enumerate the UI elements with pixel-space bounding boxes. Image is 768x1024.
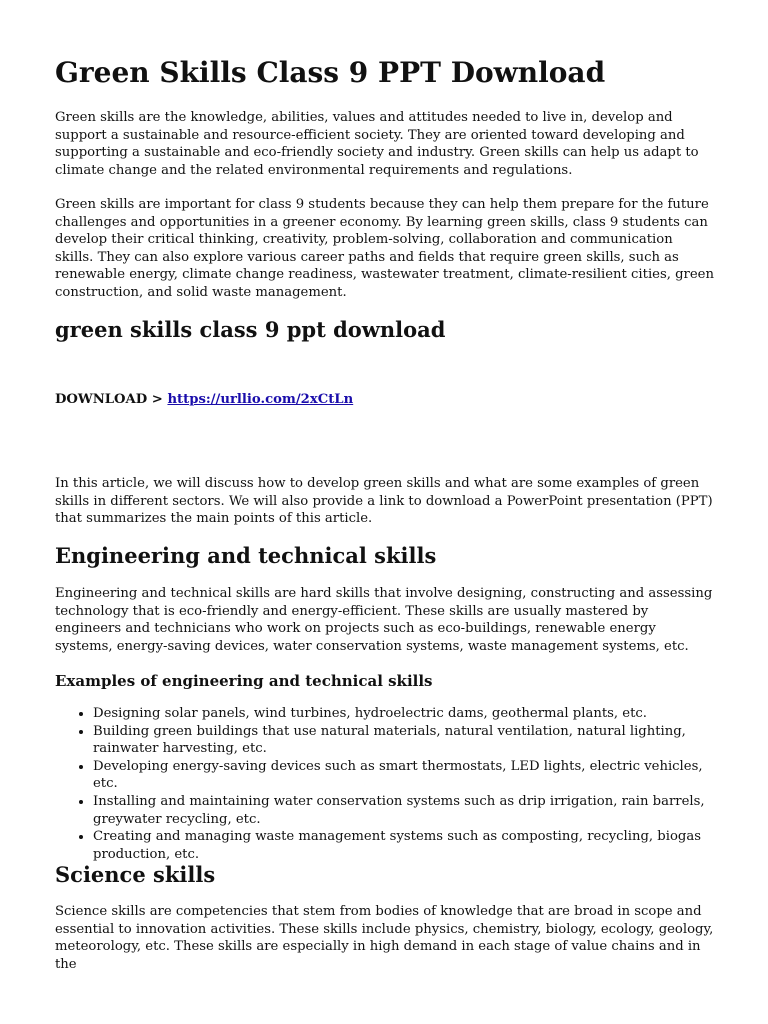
engineering-heading: Engineering and technical skills [55,543,437,568]
download-link[interactable]: https://urllio.com/2xCtLn [167,392,354,407]
list-item: • Developing energy-saving devices such as smart thermostats, LED lights, electric vehicles, etc. [93,758,715,793]
science-heading: Science skills [55,862,216,887]
download-heading: green skills class 9 ppt download [55,317,446,342]
list-item: • Building green buildings that use natural materials, natural ventilation, natural lighting, rainwater harvesting, etc. [93,723,715,758]
engineering-examples-list [55,705,715,863]
list-item: • Installing and maintaining water conservation systems such as drip irrigation, rain barrels, greywater recycling, etc. [93,793,715,828]
download-line [55,391,715,409]
page-title: Green Skills Class 9 PPT Download [55,56,606,89]
list-item: • Creating and managing waste management systems such as composting, recycling, biogas production, etc. [93,828,715,863]
download-label: DOWNLOAD > [55,392,168,407]
engineering-paragraph: Engineering and technical skills are hard skills that involve designing, constructing and assessing technology that is eco-friendly and energy-efficient. These skills are usually mastered by engineers and technicians who work on projects such as eco-buildings, renewable energy systems, energy-saving devices, water conservation systems, waste management systems, etc. [55,586,713,654]
list-item: • Designing solar panels, wind turbines, hydroelectric dams, geothermal plants, etc. [93,705,715,723]
intro-paragraph-1: Green skills are the knowledge, abilities, values and attitudes needed to live in, develop and support a sustainable and resource-efficient society. They are oriented toward developing and supporting a sustainable and eco-friendly society and industry. Green skills can help us adapt to climate change and the related environmental requirements and regulations. [55,110,699,178]
intro-paragraph-2: Green skills are important for class 9 students because they can help them prepare for the future challenges and opportunities in a greener economy. By learning green skills, class 9 students can develop their critical thinking, creativity, problem-solving, collaboration and communication skills. They can also explore various career paths and fields that require green skills, such as renewable energy, climate change readiness, wastewater treatment, climate-resilient cities, green construction, and solid waste management. [55,197,714,300]
science-paragraph: Science skills are competencies that stem from bodies of knowledge that are broad in scope and essential to innovation activities. These skills include physics, chemistry, biology, ecology, geology, meteorology, etc. These skills are especially in high demand in each stage of value chains and in the [55,904,714,972]
engineering-examples-heading: Examples of engineering and technical skills [55,672,433,690]
article-intro-paragraph: In this article, we will discuss how to develop green skills and what are some examples of green skills in different sectors. We will also provide a link to download a PowerPoint presentation (PPT) that summarizes the main points of this article. [55,476,713,527]
